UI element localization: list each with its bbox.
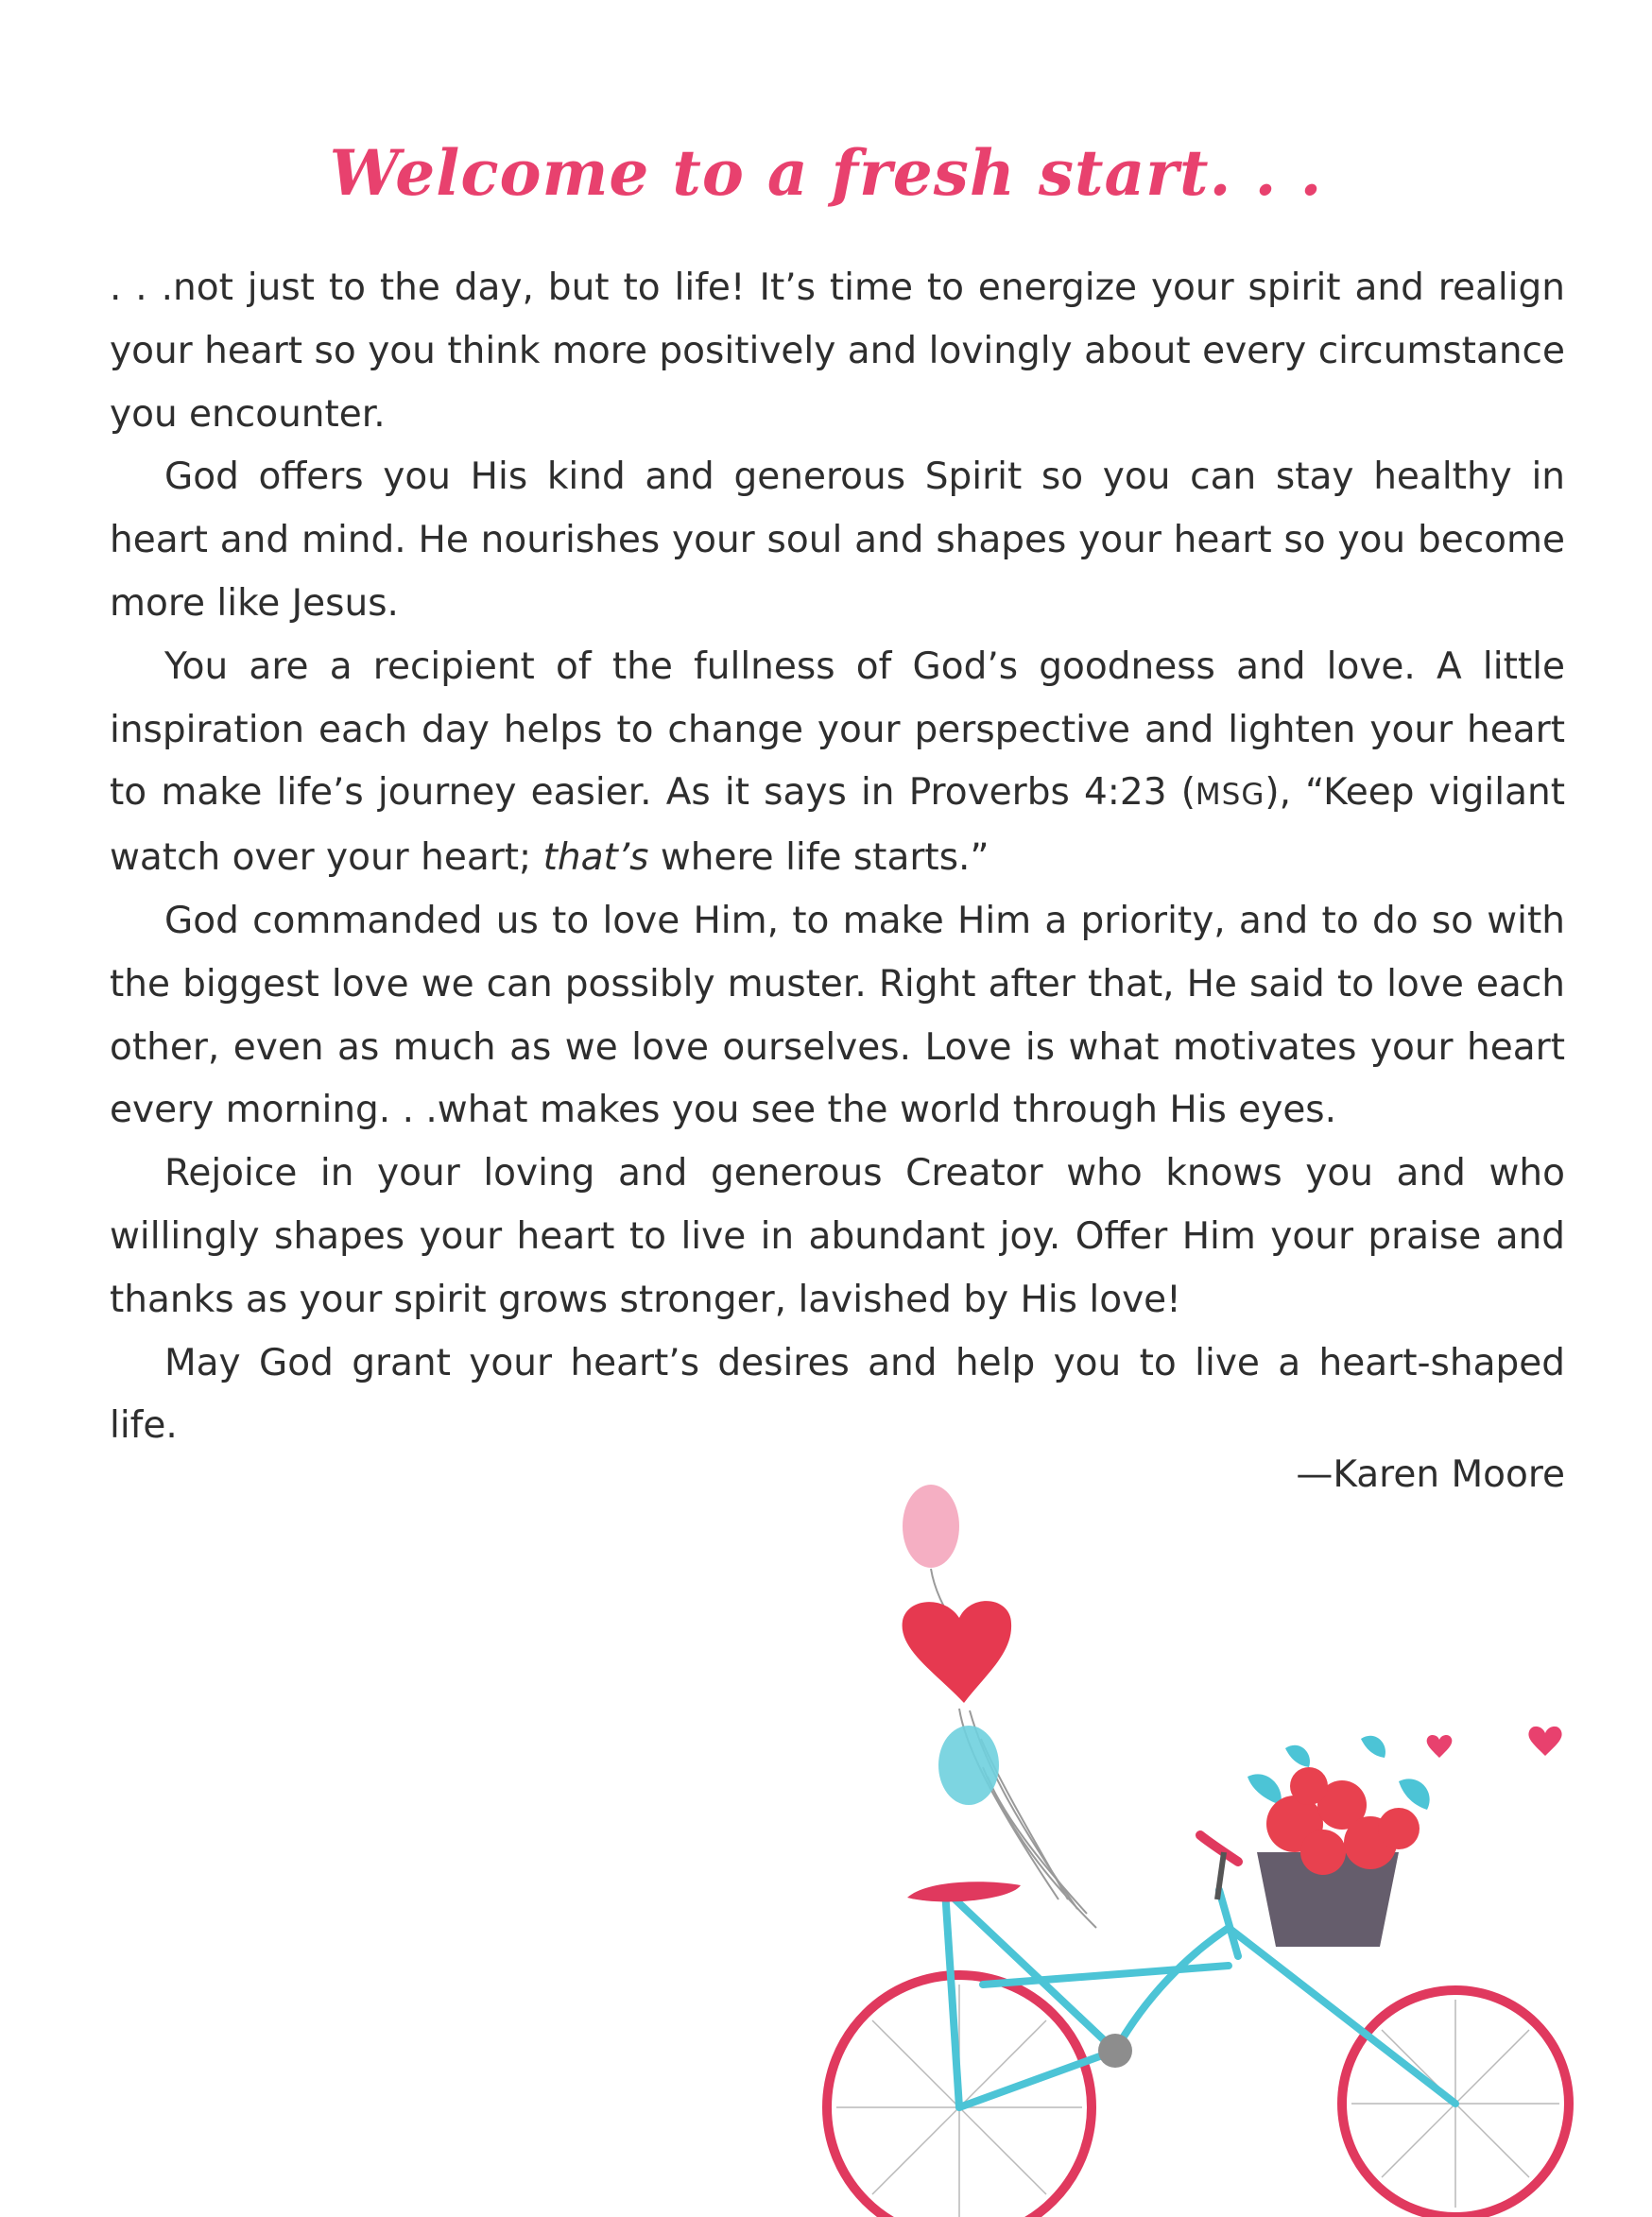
heart-balloon [903,1601,1012,1703]
paragraph-3 [110,636,1565,890]
bicycle-handlebar [1200,1835,1238,1862]
italic-word: that’s [542,836,649,880]
paragraph-3-text-a: You are a recipient of the fullness of God’s goodness and love. A little inspiration each day helps to change your perspective and lighten your heart to make life’s journey easier. As it says in Proverbs 4:23 ( [110,644,1565,815]
body-text [110,257,1565,1458]
blue-balloon [938,1726,999,1805]
small-heart-2 [1528,1727,1561,1756]
bicycle-saddle [907,1882,1021,1901]
pink-balloon [903,1485,959,1568]
paragraph-4: God commanded us to love Him, to make Him a priority, and to do so with the biggest love we can possibly muster. Right after that, He said to love each other, even as much as we love ourselves. Love is what motivates your heart every morning. . .what makes you see the world through His eyes. [110,899,1565,1132]
bicycle-crank [1098,2034,1132,2068]
bicycle-balloons-illustration [794,1455,1652,2217]
paragraph-1: . . .not just to the day, but to life! It’s time to energize your spirit and realign your heart so you think more positively and lovingly about every circumstance you encounter. [110,266,1565,436]
paragraph-3-text-b: ), “Keep vigilant watch over your heart; [110,771,1565,880]
page-title: Welcome to a fresh start. . . [329,136,1323,211]
paragraph-6: May God grant your heart’s desires and help you to live a heart-shaped life. [110,1341,1565,1448]
author-signature: —Karen Moore [1296,1453,1565,1496]
paragraph-5: Rejoice in your loving and generous Creator who knows you and who willingly shapes your heart to live in abundant joy. Offer Him your praise and thanks as your spirit grows stronger, lavished by His love! [110,1152,1565,1321]
bible-version-abbrev: MSG [1195,778,1265,813]
paragraph-3-text-c: where life starts.” [648,836,989,880]
paragraph-2: God offers you His kind and generous Spirit so you can stay healthy in heart and mind. He nourishes your soul and shapes your heart so you become more like Jesus. [110,455,1565,625]
small-heart-1 [1427,1735,1453,1758]
